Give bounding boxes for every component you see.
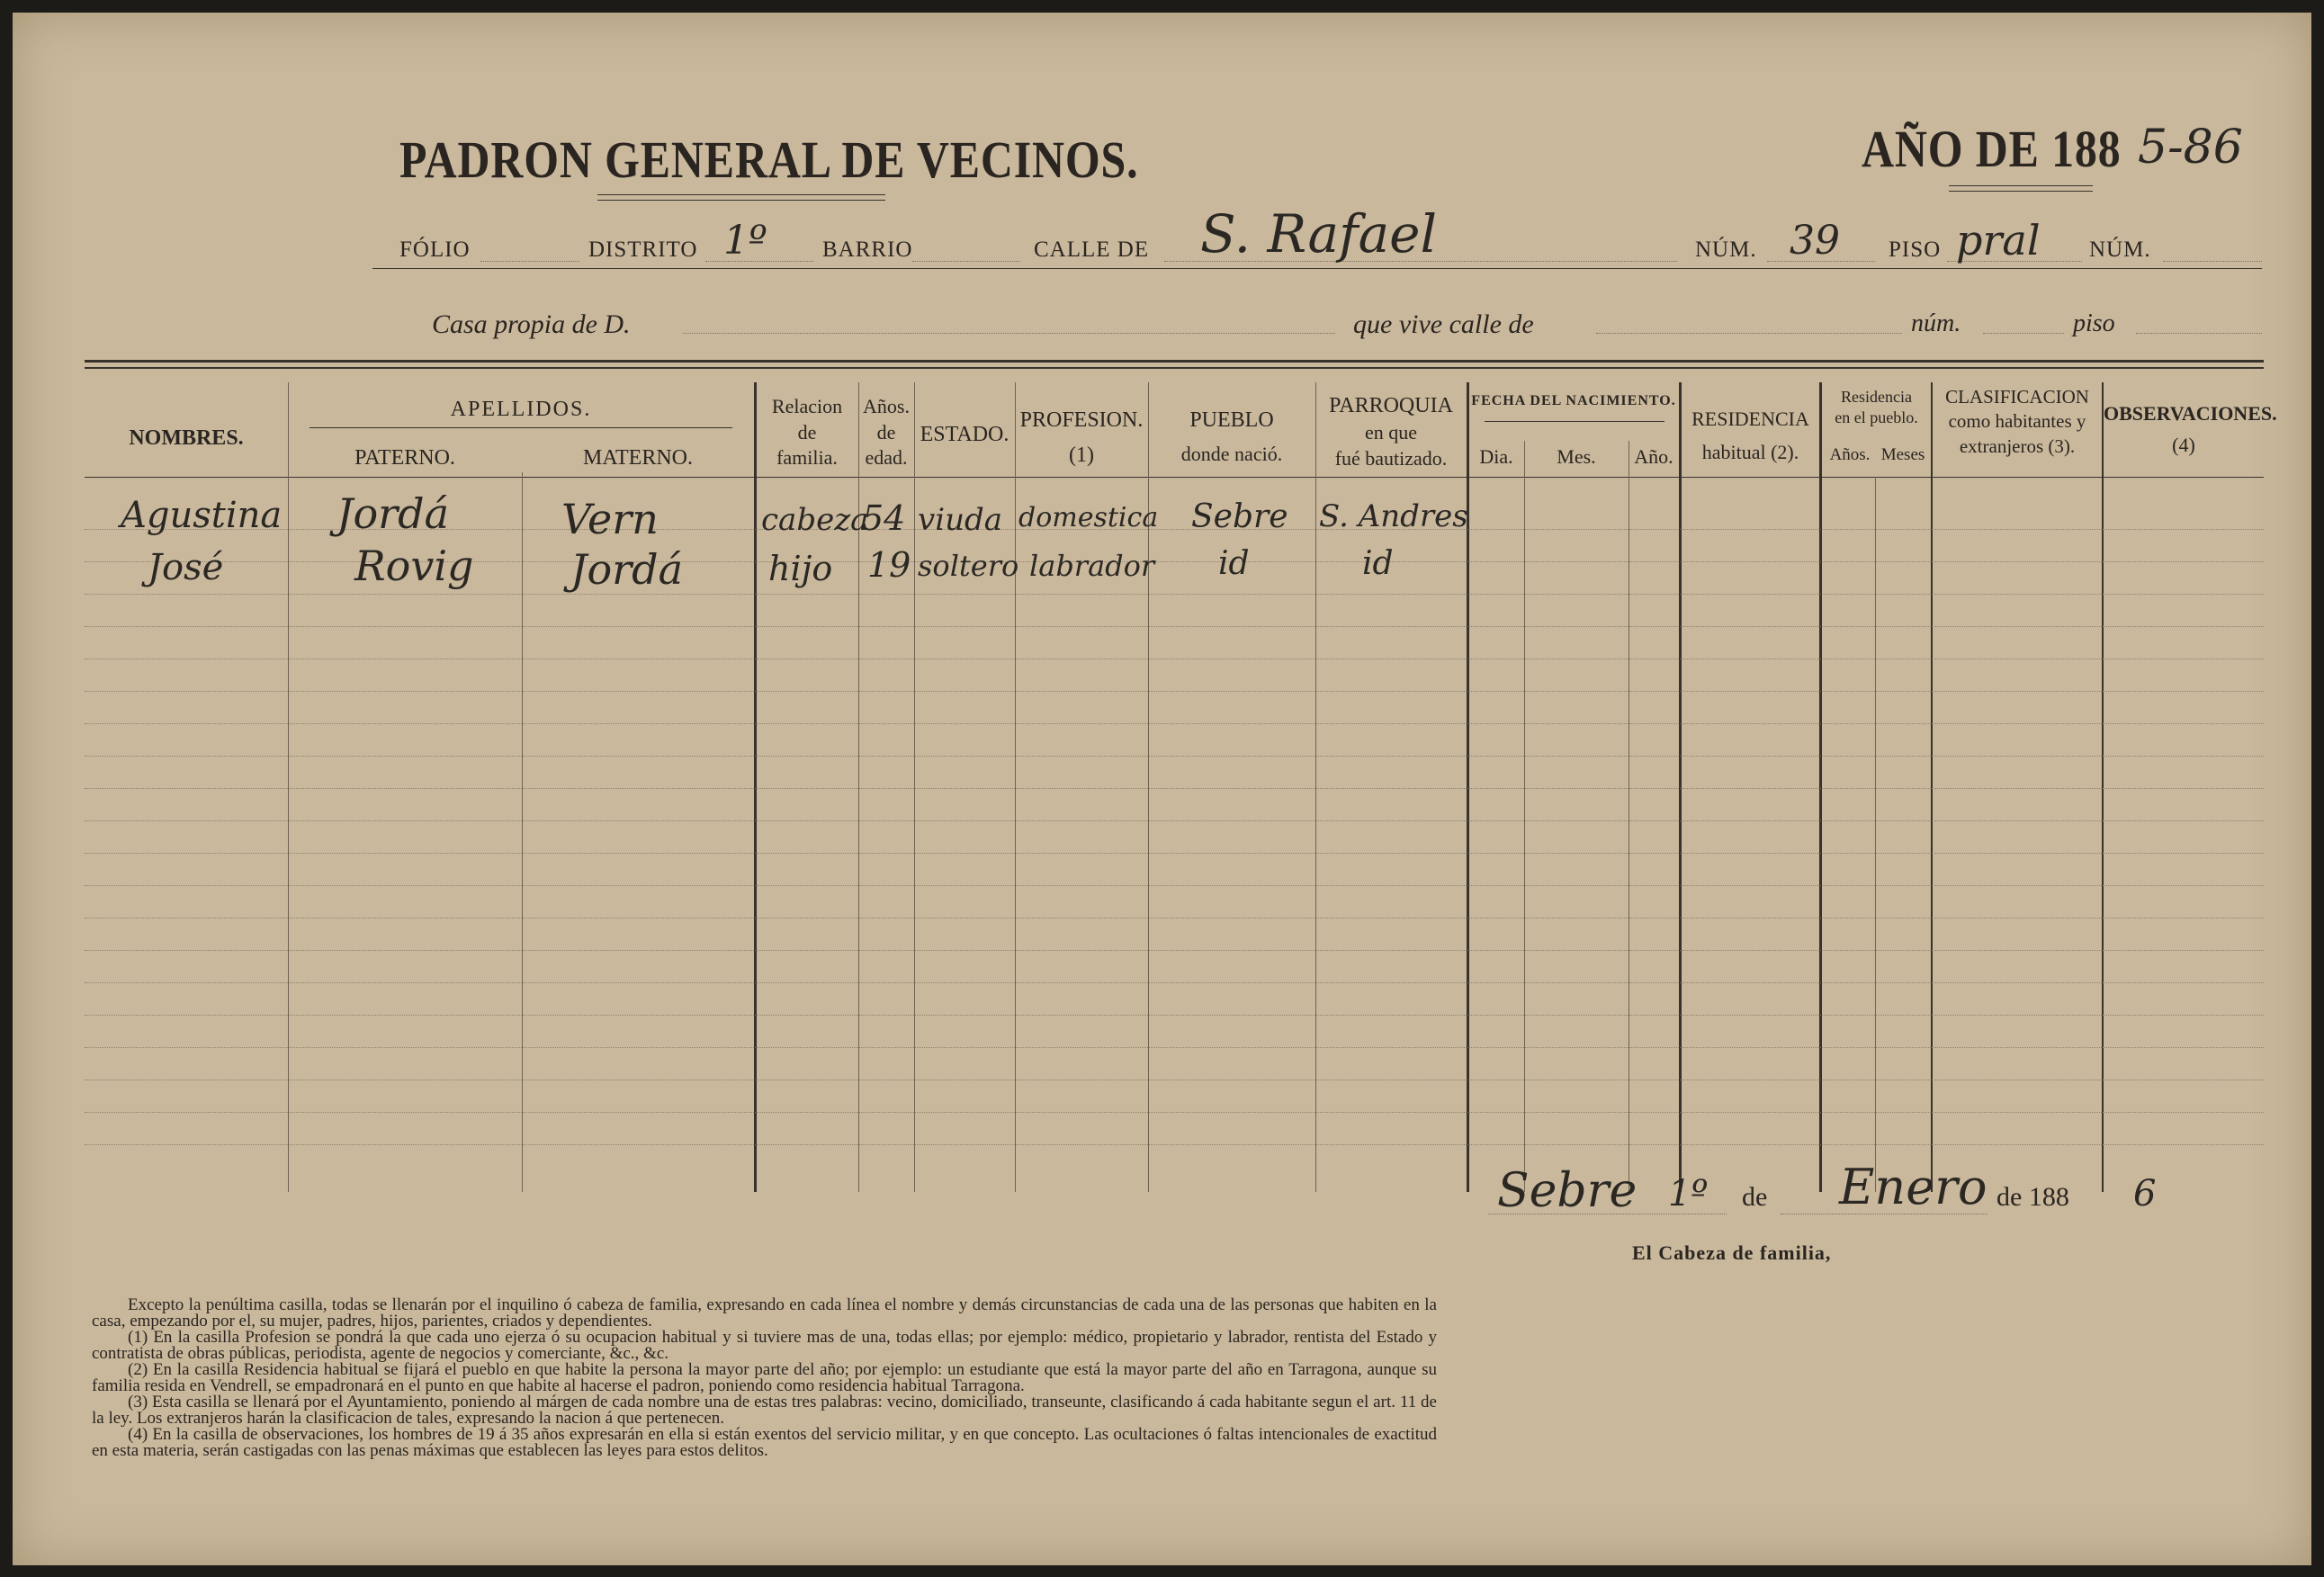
row2-materno: Jordá	[570, 545, 683, 594]
year-label: AÑO DE 188	[1862, 120, 2122, 178]
col-clasificacion: CLASIFICACION como habitantes y extranjeros (3).	[1945, 386, 2089, 457]
num-value: 39	[1790, 218, 1840, 264]
ruled-line	[85, 1144, 2264, 1145]
ruled-line	[85, 982, 2264, 983]
note-3: (3) Esta casilla se llenará por el Ayuntamiento, poniendo al márgen de cada nombre una de estas tres palabras: vecino, domiciliado, transeunte, clasificando á cada habitante segun el art. 11 de la ley. Los extranjeros harán la clasificacion de tales, expresando la nacion á que pertenecen.	[92, 1393, 1437, 1428]
row2-edad: 19	[867, 545, 911, 585]
ruled-line	[85, 626, 2264, 627]
row1-materno: Vern	[561, 495, 659, 543]
census-table	[85, 369, 2277, 1196]
row2-profesion: labrador	[1029, 549, 1155, 583]
piso2-label: piso	[2073, 309, 2115, 337]
casa-label: Casa propia de D.	[432, 309, 631, 339]
col-meses-residencia: Meses	[1880, 445, 1925, 464]
ruled-line	[85, 853, 2264, 854]
num-label: NÚM.	[1695, 237, 1757, 262]
ruled-line	[85, 820, 2264, 821]
note-intro: Excepto la penúltima casilla, todas se llenarán por el inquilino ó cabeza de familia, expresando en cada línea el nombre y demás circunstancias de cada una de las personas que habiten en la casa, empezando por el, su mujer, padres, hijos, parientes, criados y dependientes.	[92, 1295, 1437, 1331]
col-paterno: PATERNO.	[354, 446, 455, 470]
piso-value: pral	[1956, 216, 2041, 264]
col-dia: Dia.	[1479, 445, 1513, 468]
col-parroquia: PARROQUIA en que fué bautizado.	[1329, 394, 1453, 470]
distrito-label: DISTRITO	[588, 237, 698, 262]
instructions-notes	[92, 1297, 1437, 1459]
num3-label: núm.	[1911, 309, 1961, 337]
num2-label: NÚM.	[2089, 237, 2151, 262]
vive-label: que vive calle de	[1353, 309, 1534, 339]
row2-relacion: hijo	[768, 549, 833, 588]
ruled-line	[85, 885, 2264, 886]
col-residencia: RESIDENCIA habitual (2).	[1691, 408, 1809, 463]
footer-place: Sebre	[1497, 1164, 1638, 1218]
calle-label: CALLE DE	[1034, 237, 1150, 262]
footer-de1: de	[1742, 1182, 1768, 1212]
col-mes: Mes.	[1557, 445, 1596, 468]
col-estado: ESTADO.	[920, 423, 1009, 446]
row1-nombre: Agustina	[121, 495, 283, 536]
barrio-label: BARRIO	[822, 237, 913, 262]
row1-parroquia: S. Andres	[1319, 498, 1468, 534]
ruled-line	[85, 594, 2264, 595]
footer-de2: de 188	[1996, 1182, 2069, 1212]
col-ano: Año.	[1634, 445, 1673, 468]
ruled-line	[85, 756, 2264, 757]
row2-paterno: Rovig	[354, 542, 474, 590]
col-anos: Años. de edad.	[863, 395, 910, 470]
row2-pueblo: id	[1218, 545, 1250, 582]
col-nombres: NOMBRES.	[129, 426, 244, 450]
row1-estado: viuda	[918, 502, 1003, 538]
row1-paterno: Jordá	[336, 489, 449, 538]
col-fecha-nacimiento: FECHA DEL NACIMIENTO.	[1471, 393, 1676, 408]
census-form	[13, 13, 2311, 1565]
calle-value: S. Rafael	[1200, 203, 1438, 264]
col-pueblo: PUEBLO donde nació.	[1180, 408, 1283, 466]
ruled-line	[85, 1015, 2264, 1016]
cabeza-familia-label: El Cabeza de familia,	[1632, 1241, 1832, 1264]
col-apellidos: APELLIDOS.	[450, 398, 592, 421]
footer-month: Enero	[1839, 1159, 1988, 1215]
note-1: (1) En la casilla Profesion se pondrá la que cada uno ejerza ó su ocupacion habitual y si tuviere mas de una, todas ellas; por ejemplo: médico, propietario y labrador, rentista del Estado y contratista de obras públicas, periodista, agente de negocios y comerciante, &c., &c.	[92, 1328, 1437, 1363]
row2-nombre: José	[148, 547, 224, 588]
piso-label: PISO	[1889, 237, 1942, 262]
col-materno: MATERNO.	[582, 446, 693, 470]
row2-estado: soltero	[918, 549, 1019, 583]
folio-label: FÓLIO	[399, 237, 471, 262]
ruled-line	[85, 691, 2264, 692]
form-title: PADRON GENERAL DE VECINOS.	[399, 130, 1139, 189]
col-relacion: Relacion de familia.	[771, 395, 843, 470]
ruled-line	[85, 723, 2264, 724]
footer-day: 1º	[1668, 1173, 1709, 1214]
footer-year: 6	[2133, 1173, 2157, 1214]
note-2: (2) En la casilla Residencia habitual se fijará el pueblo en que habite la persona la mayor parte del año; por ejemplo: un estudiante que está la mayor parte del año en Tarragona, aunque su familia resida en Vendrell, se empadronará en el punto en que habite al hacerse el padron, poniendo como residencia habitual Tarragona.	[92, 1360, 1437, 1395]
row1-relacion: cabeza	[761, 502, 869, 538]
ruled-line	[85, 1047, 2264, 1048]
ruled-line	[85, 950, 2264, 951]
row1-pueblo: Sebre	[1191, 498, 1288, 535]
col-residencia-pueblo: Residencia en el pueblo.	[1835, 388, 1918, 426]
row1-profesion: domestica	[1018, 502, 1159, 533]
row2-parroquia: id	[1362, 545, 1394, 582]
ruled-line	[85, 788, 2264, 789]
row1-edad: 54	[862, 498, 906, 538]
ruled-line	[85, 1112, 2264, 1113]
col-anos-residencia: Años.	[1829, 445, 1871, 464]
note-4: (4) En la casilla de observaciones, los hombres de 19 á 35 años expresarán en ella si están exentos del servicio militar, y en que concepto. Las ocultaciones ó faltas intencionales de exactitud en esta materia, serán castigadas con las penas máximas que establecen las leyes para estos delitos.	[92, 1425, 1437, 1460]
distrito-value: 1º	[723, 218, 767, 264]
year-handwritten: 5-86	[2138, 121, 2243, 175]
col-profesion: PROFESION. (1)	[1019, 408, 1144, 468]
col-observaciones: OBSERVACIONES. (4)	[2104, 402, 2277, 456]
